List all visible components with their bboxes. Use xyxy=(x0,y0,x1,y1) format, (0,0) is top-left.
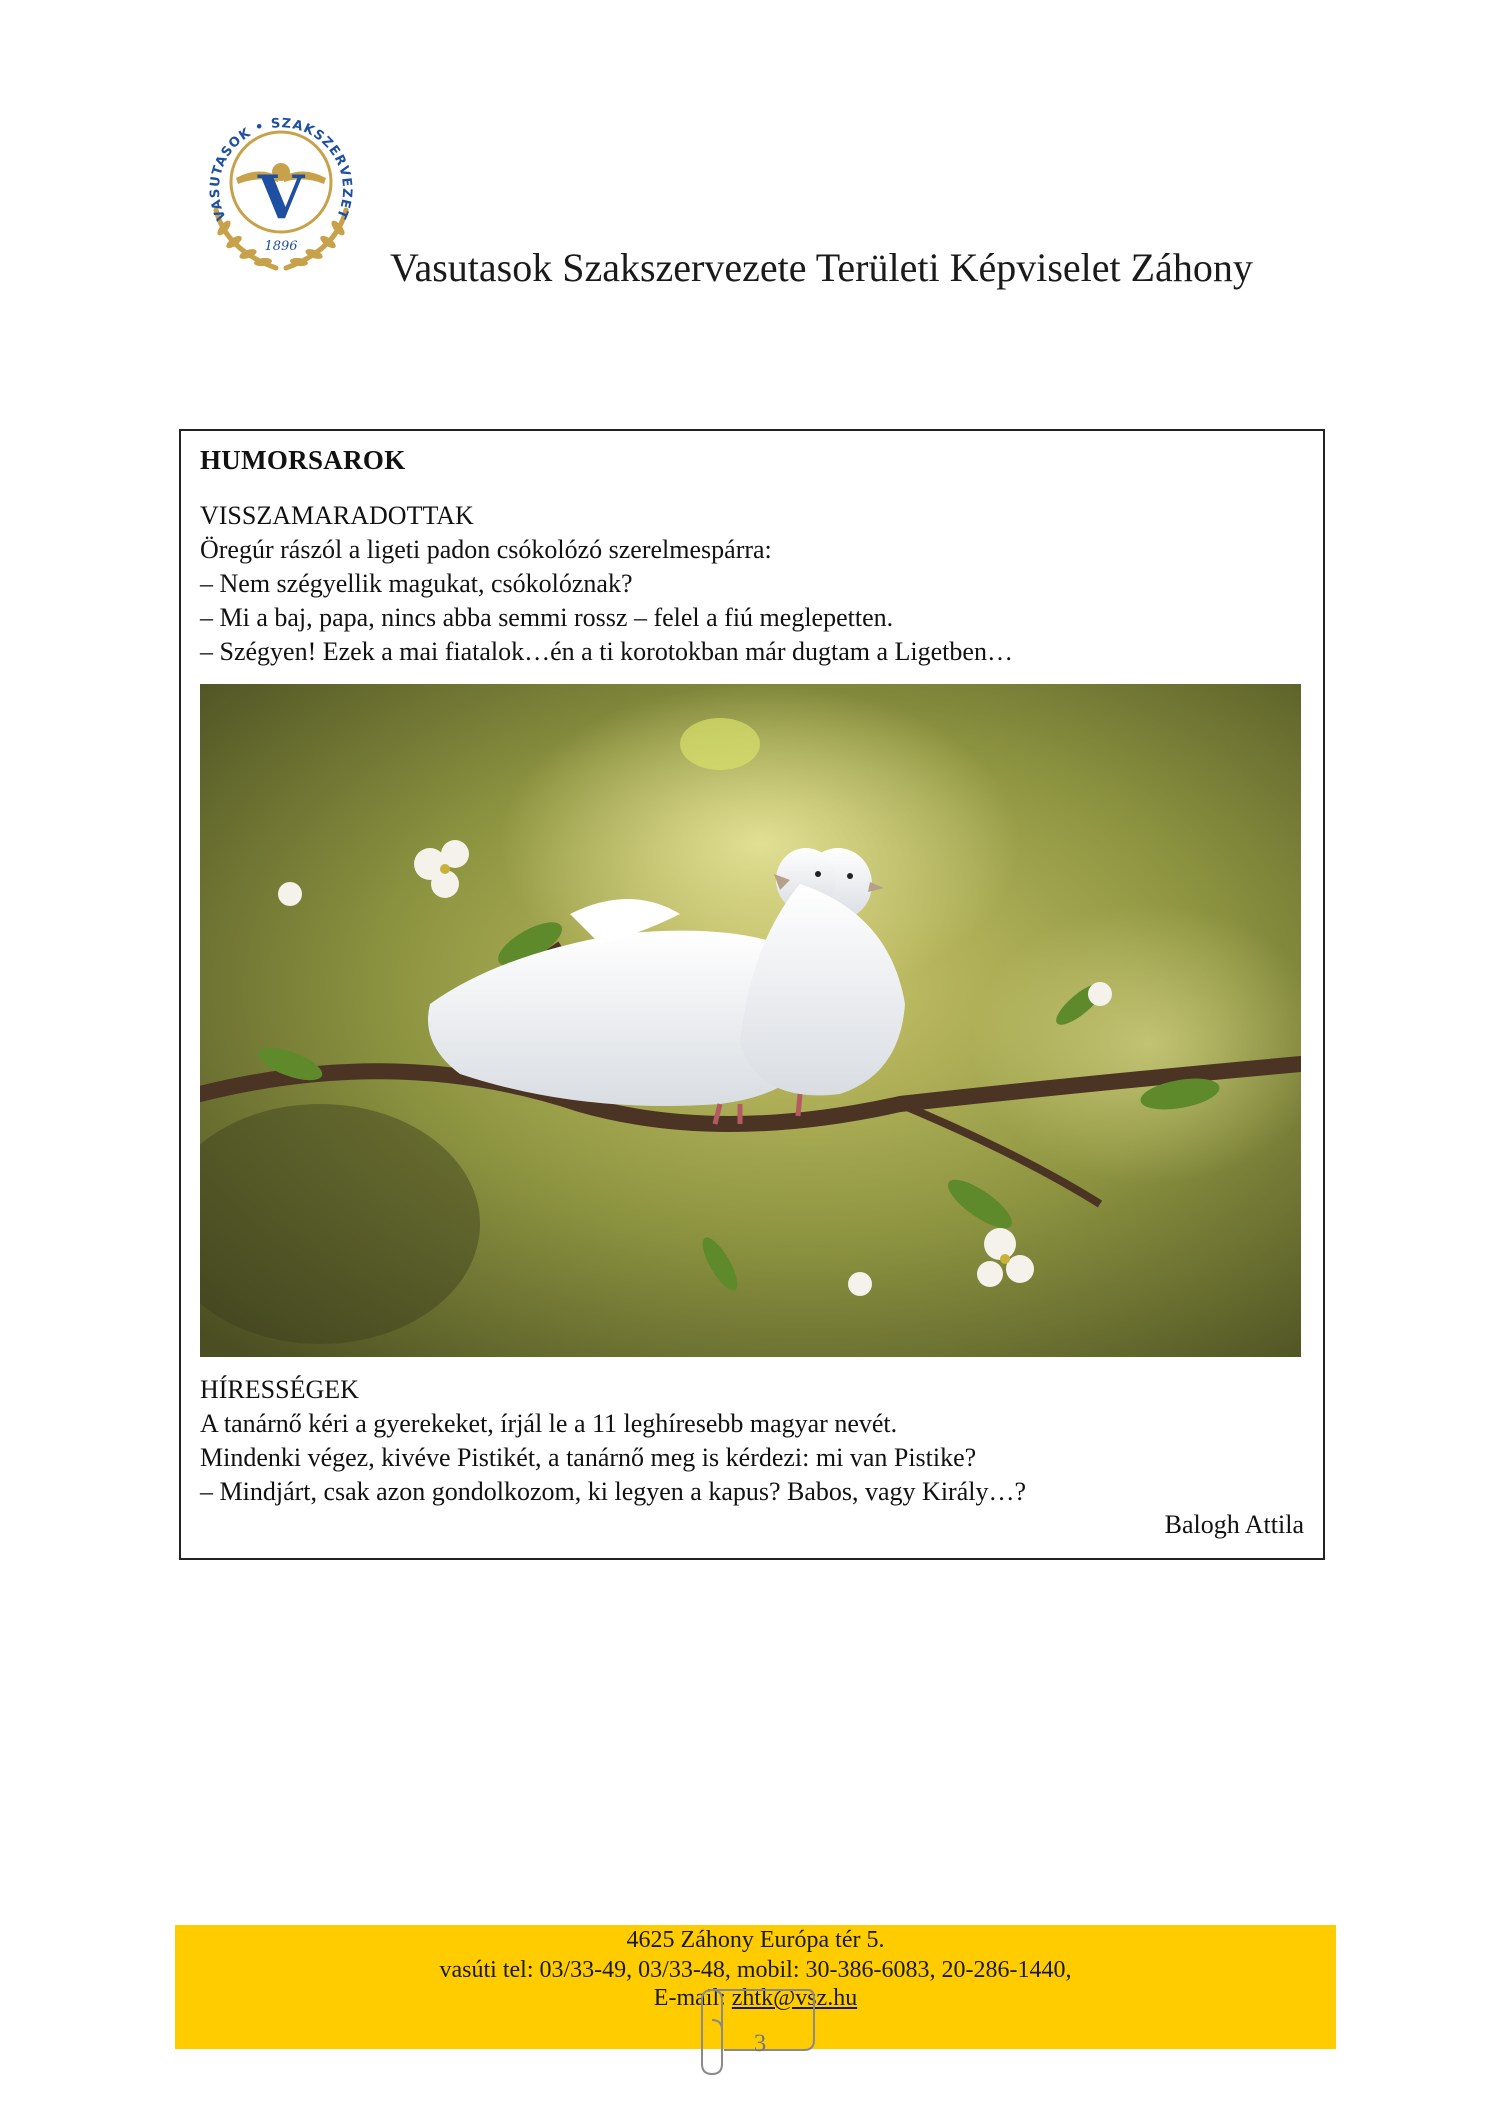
joke-line: – Nem szégyellik magukat, csókolóznak? xyxy=(200,569,633,598)
footer-address: 4625 Záhony Európa tér 5. xyxy=(626,1927,885,1953)
section-heading: HUMORSAROK xyxy=(200,445,406,475)
author-name: Balogh Attila xyxy=(1164,1510,1304,1539)
union-logo xyxy=(186,90,376,280)
joke-line: – Mi a baj, papa, nincs abba semmi rossz – felel a fiú meglepetten. xyxy=(200,603,894,632)
joke-1 xyxy=(200,499,1300,669)
page-scroll-icon xyxy=(690,1980,822,2078)
doves-photo xyxy=(200,684,1301,1357)
email-link[interactable]: zhtk@vsz.hu xyxy=(731,1985,858,2011)
footer-phones: vasúti tel: 03/33-49, 03/33-48, mobil: 30-386-6083, 20-286-1440, xyxy=(439,1957,1072,1983)
joke-title: HÍRESSÉGEK xyxy=(200,1375,359,1404)
logo-letter: V xyxy=(257,163,305,233)
joke-line: A tanárnő kéri a gyerekeket, írjál le a 11 leghíresebb magyar nevét. xyxy=(200,1409,898,1438)
joke-2 xyxy=(200,1373,1300,1509)
page-number: 3 xyxy=(753,2030,767,2057)
humor-corner-box xyxy=(179,429,1325,1560)
joke-title: VISSZAMARADOTTAK xyxy=(200,501,474,530)
joke-line: – Mindjárt, csak azon gondolkozom, ki legyen a kapus? Babos, vagy Király…? xyxy=(200,1477,1027,1506)
joke-line: Öregúr rászól a ligeti padon csókolózó szerelmespárra: xyxy=(200,535,772,564)
organization-title: Vasutasok Szakszervezete Területi Képviselet Záhony xyxy=(390,245,1253,290)
joke-line: Mindenki végez, kivéve Pistikét, a tanárnő meg is kérdezi: mi van Pistike? xyxy=(200,1443,977,1472)
email-label: E-mail: xyxy=(653,1985,732,2011)
logo-ring-text: VASUTASOK • SZAKSZERVEZET xyxy=(207,116,355,223)
joke-line: – Szégyen! Ezek a mai fiatalok…én a ti korotokban már dugtam a Ligetben… xyxy=(200,637,1013,666)
logo-year: 1896 xyxy=(264,239,298,254)
